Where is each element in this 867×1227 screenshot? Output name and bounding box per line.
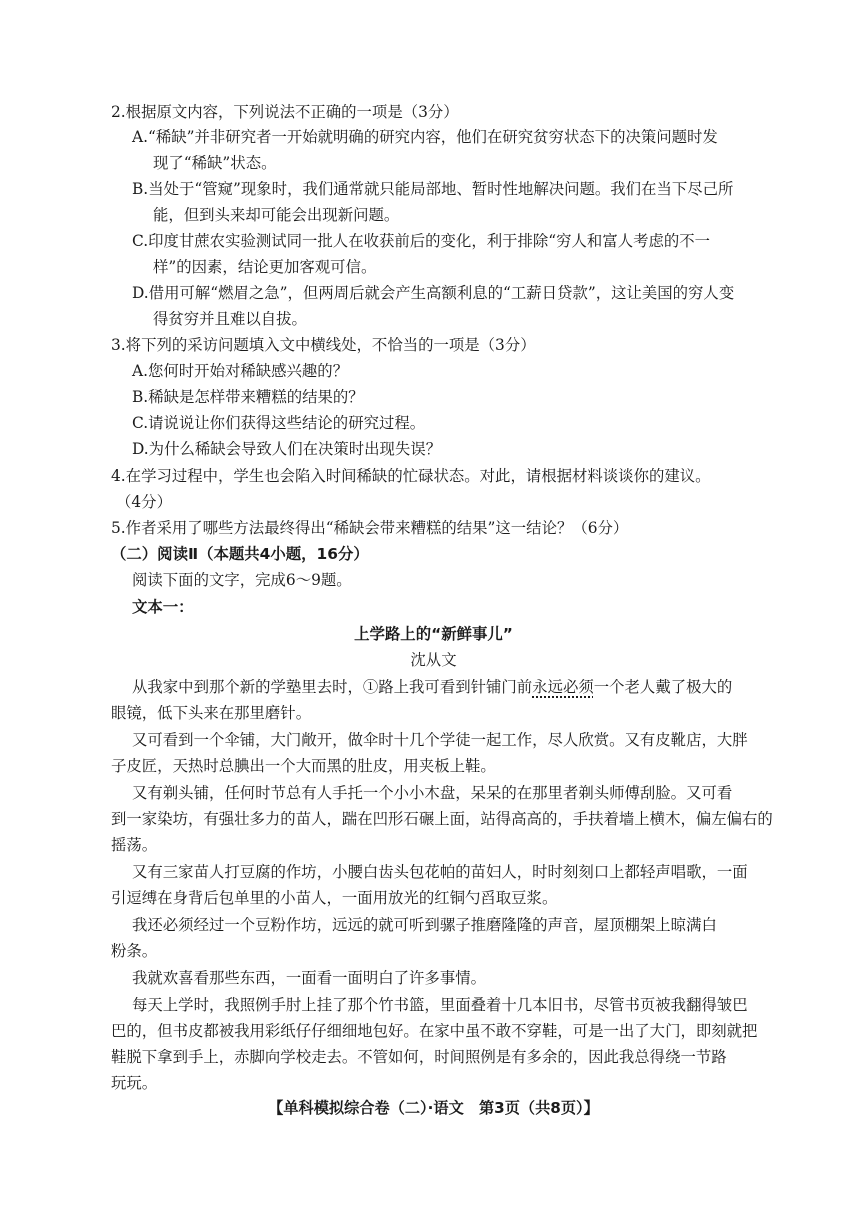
q2-option-a-line2: 现了“稀缺”状态。 xyxy=(153,154,277,172)
text-one-label: 文本一： xyxy=(132,598,194,616)
q4-line2: （4分） xyxy=(116,493,172,511)
article-author: 沈从文 xyxy=(410,651,457,669)
p1-text-after: 一个老人戴了极大的 xyxy=(593,678,733,696)
article-p2-line2: 子皮匠，天热时总腆出一个大而黑的肚皮，用夹板上鞋。 xyxy=(111,757,496,775)
section2-heading: （二）阅读Ⅱ（本题共4小题，16分） xyxy=(111,545,369,563)
article-p7-line1: 每天上学时，我照例手肘上挂了那个竹书篮，里面叠着十几本旧书，尽管书页被我翻得皱巴 xyxy=(132,996,748,1014)
article-p3-line3: 摇荡。 xyxy=(111,836,158,854)
q2-option-c-line2: 样”的因素，结论更加客观可信。 xyxy=(153,258,377,276)
article-p1-line1 xyxy=(132,677,732,697)
q2-stem: 2.根据原文内容，下列说法不正确的一项是（3分） xyxy=(111,103,459,121)
article-title: 上学路上的“新鲜事儿” xyxy=(354,625,513,643)
article-p7-line4: 玩玩。 xyxy=(111,1074,158,1092)
q3-option-a: A.您何时开始对稀缺感兴趣的？ xyxy=(132,362,349,380)
q2-option-d-line2: 得贫穷并且难以自拔。 xyxy=(153,310,307,328)
article-p4-line2: 引逗缚在身背后包单里的小苗人，一面用放光的红铜勺舀取豆浆。 xyxy=(111,889,558,907)
p1-dotted-emphasis xyxy=(532,678,594,696)
q4-line1: 4.在学习过程中，学生也会陷入时间稀缺的忙碌状态。对此，请根据材料谈谈你的建议。 xyxy=(111,467,711,485)
q3-stem: 3.将下列的采访问题填入文中横线处，不恰当的一项是（3分） xyxy=(111,336,536,354)
article-p5-line1: 我还必须经过一个豆粉作坊，远远的就可听到骡子推磨隆隆的声音，屋顶棚架上晾满白 xyxy=(132,916,717,934)
q2-option-b-line1: B.当处于“管窥”现象时，我们通常就只能局部地、暂时性地解决问题。我们在当下尽己所 xyxy=(132,180,734,198)
q2-option-b-line2: 能，但到头来却可能会出现新问题。 xyxy=(153,206,400,224)
article-p7-line2: 巴的，但书皮都被我用彩纸仔仔细细地包好。在家中虽不敢不穿鞋，可是一出了大门，即刻就把 xyxy=(111,1022,758,1040)
article-p5-line2: 粉条。 xyxy=(111,942,158,960)
q5-line1: 5.作者采用了哪些方法最终得出“稀缺会带来糟糕的结果”这一结论？（6分） xyxy=(111,519,629,537)
article-p4-line1: 又有三家苗人打豆腐的作坊，小腰白齿头包花帕的苗妇人，时时刻刻口上都轻声唱歌，一面 xyxy=(132,863,748,881)
dotted-phrase: 永远必须 xyxy=(532,678,594,696)
article-p1-line2: 眼镜，低下头来在那里磨针。 xyxy=(111,704,312,722)
article-p7-line3: 鞋脱下拿到手上，赤脚向学校走去。不管如何，时间照例是有多余的，因此我总得绕一节路 xyxy=(111,1048,727,1066)
q2-option-c-line1: C.印度甘蔗农实验测试同一批人在收获前后的变化，利于排除“穷人和富人考虑的不一 xyxy=(132,232,711,250)
page-footer: 【单科模拟综合卷（二）·语文 第3页（共8页）】 xyxy=(268,1099,599,1117)
q3-option-d: D.为什么稀缺会导致人们在决策时出现失误？ xyxy=(132,440,442,458)
article-p3-line2: 到一家染坊，有强壮多力的苗人，踹在凹形石碾上面，站得高高的，手扶着墙上横木，偏左偏右的 xyxy=(111,810,773,828)
article-p6-line1: 我就欢喜看那些东西，一面看一面明白了许多事情。 xyxy=(132,969,486,987)
q3-option-b: B.稀缺是怎样带来糟糕的结果的？ xyxy=(132,388,364,406)
section2-instruction: 阅读下面的文字，完成6～9题。 xyxy=(132,571,352,589)
q2-option-a-line1: A.“稀缺”并非研究者一开始就明确的研究内容，他们在研究贫穷状态下的决策问题时发 xyxy=(132,128,718,146)
article-p2-line1: 又可看到一个伞铺，大门敞开，做伞时十几个学徒一起工作，尽人欣赏。又有皮靴店，大胖 xyxy=(132,731,748,749)
p1-text-before: 从我家中到那个新的学塾里去时，①路上我可看到针铺门前 xyxy=(132,678,533,696)
article-p3-line1: 又有剃头铺，任何时节总有人手托一个小小木盘，呆呆的在那里者剃头师傅刮脸。又可看 xyxy=(132,784,733,802)
q2-option-d-line1: D.借用可解“燃眉之急”，但两周后就会产生高额利息的“工薪日贷款”，这让美国的穷人变 xyxy=(132,284,735,302)
q3-option-c: C.请说说让你们获得这些结论的研究过程。 xyxy=(132,414,426,432)
